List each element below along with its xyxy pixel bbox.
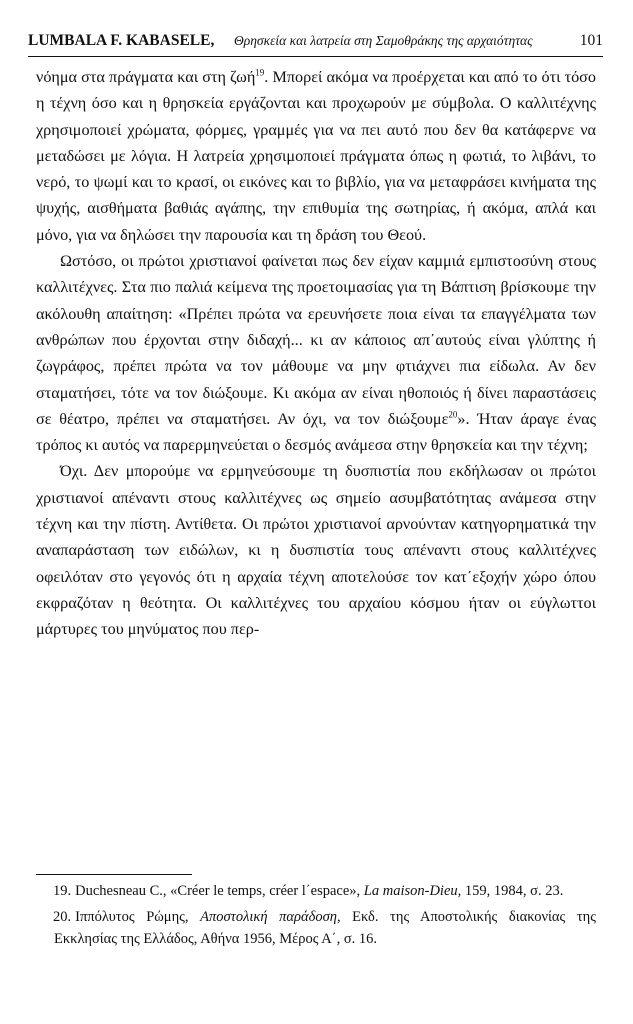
- footnotes: [36, 880, 596, 954]
- footnote-ref-20[interactable]: 20: [448, 409, 458, 420]
- footnote-20: 20. Ιππόλυτος Ρώμης, Αποστολική παράδοση, Εκδ. της Αποστολικής διακονίας της Εκκλησίας της Ελλάδος, Αθήνα 1956, Μέρος Α΄, σ. 16.: [53, 909, 596, 947]
- page-number: 101: [579, 32, 603, 49]
- body-text: [36, 64, 596, 643]
- running-header: [28, 32, 603, 57]
- footnote-19: 19. Duchesneau C., «Créer le temps, créer l΄espace», La maison-Dieu, 159, 1984, σ. 23.: [53, 883, 564, 899]
- footnote-divider: [36, 874, 192, 875]
- paragraph-1: νόημα στα πράγματα και στη ζωή$^{19}$. Μπορεί ακόμα να προέρχεται και από το ότι τόσο η τέχνη όσο και η θρησκεία εργάζονται και προχωρούν με σύμβολα. Ο καλλιτέχνης χρησιμοποιεί χρώματα, φόρμες, γραμμές για να πει αυτό που δεν θα κατάφερνε να μεταδώσει με λόγια. Η λατρεία χρησιμοποιεί πράγματα όπως η φωτιά, το λιβάνι, το νερό, το ψωμί και το κρασί, οι εικόνες και το βιβλίο, για να μεταφράσει κινήματα της ψυχής, αισθήματα βαθιάς αγάπης, την επιθυμία της σωτηρίας, ή ακόμα, απλά και μόνο, για να δηλώσει την παρουσία και τη δράση του Θεού.: [36, 67, 596, 244]
- footnote-ref-19[interactable]: 19: [255, 67, 265, 78]
- paragraph-3: Όχι. Δεν μπορούμε να ερμηνεύσουμε τη δυσπιστία που εκδήλωσαν οι πρώτοι χριστιανοί απέναντι στους καλλιτέχνες ως σημείο ασυμβατότητας ανάμεσα στην τέχνη και την πίστη. Αντίθετα. Οι πρώτοι χριστιανοί αρνούνταν κατηγορηματικά την αναπαράσταση των ειδώλων, κι η δυσπιστία τους απέναντι στους καλλιτέχνες οφειλόταν στο γεγονός ότι η αρχαία τέχνη αποτελούσε τον κατ΄εξοχήν χώρο όπου εκφραζόταν η θεότητα. Οι καλλιτέχνες του αρχαίου κόσμου ήταν οι εύγλωττοι μάρτυρες του μηνύματος που περ-: [36, 462, 596, 639]
- paragraph-2: Ωστόσο, οι πρώτοι χριστιανοί φαίνεται πως δεν είχαν καμμιά εμπιστοσύνη στους καλλιτέχνες. Στα πιο παλιά κείμενα της προετοιμασίας για τη Βάπτιση βρίσκουμε την ακόλουθη απαίτηση: «Πρέπει πρώτα να ερευνήσετε ποια είναι τα επαγγέλματα των ανθρώπων που έρχονται στην διδαχή... κι αν κάποιος απ΄αυτούς είναι γλύπτης ή ζωγράφος, πρέπει πρώτα να τον μάθουμε να μην φτιάχνει πια είδωλα. Αν δεν σταματήσει, τότε να τον διώξουμε. Κι ακόμα αν είναι ηθοποιός ή δίνει παραστάσεις σε θέατρο, πρέπει να σταματήσει. Αν όχι, να τον διώξουμε$^{20}$». Ήταν άραγε ένας τρόπος κι αυτός να παρερμηνεύεται ο δεσμός ανάμεσα στην θρησκεία και την τέχνη;: [36, 252, 596, 455]
- header-title: Θρησκεία και λατρεία στη Σαμοθράκης της αρχαιότητας: [234, 33, 533, 48]
- header-author: LUMBALA F. KABASELE,: [28, 32, 215, 49]
